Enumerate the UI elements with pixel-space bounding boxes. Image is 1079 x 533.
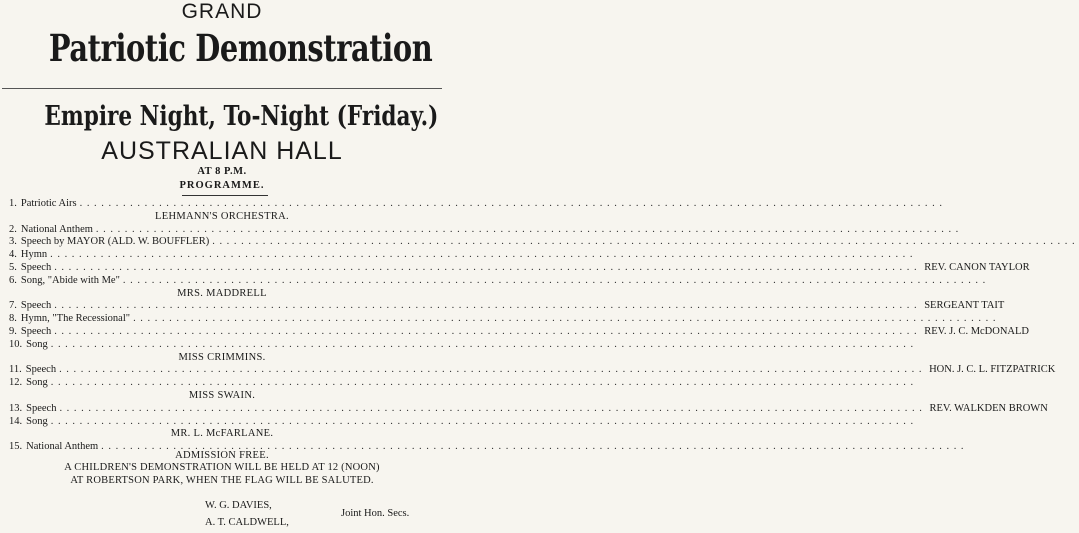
programme-item <box>9 364 1056 377</box>
item-title: Hymn, "The Recessional" <box>20 313 131 325</box>
item-title: Speech <box>20 300 52 312</box>
programme-item <box>9 402 1048 416</box>
programme-item <box>9 300 1005 313</box>
programme-item <box>9 236 1079 249</box>
item-number: 9. <box>9 326 17 337</box>
performer-name: MISS CRIMMINS. <box>178 351 266 363</box>
item-title: Patriotic Airs <box>20 198 77 209</box>
leader-dots: ........................................................................................................................ <box>59 402 927 414</box>
item-number: 1. <box>9 198 17 209</box>
item-speaker: REV. CANON TAYLOR <box>924 262 1030 273</box>
venue-name: AUSTRALIAN HALL <box>101 137 343 165</box>
leader-dots: ........................................................................................................................ <box>50 377 918 389</box>
item-title: National Anthem <box>26 441 99 453</box>
programme-item <box>9 198 947 211</box>
leader-dots: ........................................................................................................................ <box>212 236 1079 248</box>
programme-item <box>9 274 990 288</box>
item-number: 15. <box>9 441 23 453</box>
item-number: 2. <box>9 223 17 235</box>
item-title: National Anthem <box>20 223 93 235</box>
item-speaker: SERGEANT TAIT <box>924 300 1005 312</box>
item-number: 3. <box>9 236 17 248</box>
programme-item <box>9 338 918 352</box>
programme-heading: PROGRAMME. <box>179 180 265 191</box>
programme-item <box>9 377 918 390</box>
joint-secretaries-label: Joint Hon. Secs. <box>341 508 410 519</box>
item-speaker: REV. WALKDEN BROWN <box>929 402 1048 414</box>
divider-rule <box>2 88 442 89</box>
leader-dots: ........................................................................................................................ <box>50 415 918 427</box>
item-title: Song <box>26 377 48 389</box>
programme-item <box>9 313 1001 326</box>
programme-item <box>9 326 1030 339</box>
item-title: Speech <box>26 402 57 414</box>
item-number: 14. <box>9 415 23 427</box>
item-number: 11. <box>9 364 22 376</box>
leader-dots: ........................................................................................................................ <box>101 441 969 453</box>
item-title: Song <box>26 338 48 350</box>
children-notice-line2: AT ROBERTSON PARK, WHEN THE FLAG WILL BE SALUTED. <box>70 475 374 486</box>
item-title: Hymn <box>20 249 48 261</box>
admission-note: ADMISSION FREE. <box>175 450 269 461</box>
leader-dots: ........................................................................................................................ <box>54 326 922 337</box>
programme-item <box>9 262 1030 275</box>
event-time: AT 8 P.M. <box>197 166 247 177</box>
item-number: 7. <box>9 300 17 312</box>
main-headline: Patriotic Demonstration <box>48 26 433 70</box>
item-number: 13. <box>9 402 23 414</box>
leader-dots: ........................................................................................................................ <box>59 364 927 376</box>
programme-underline <box>182 195 268 196</box>
signatory-caldwell: A. T. CALDWELL, <box>205 517 289 528</box>
programme-item <box>9 249 918 262</box>
item-speaker: HON. J. C. L. FITZPATRICK <box>929 364 1056 376</box>
signatory-davies: W. G. DAVIES, <box>205 500 272 511</box>
item-number: 4. <box>9 249 17 261</box>
grand-heading: GRAND <box>181 0 263 23</box>
item-title: Speech <box>20 262 52 273</box>
performer-name: MRS. MADDRELL <box>177 287 267 299</box>
item-number: 6. <box>9 274 17 286</box>
item-title: Song <box>26 415 48 427</box>
item-title: Song, "Abide with Me" <box>20 274 120 286</box>
leader-dots: ........................................................................................................................ <box>79 198 947 209</box>
item-number: 12. <box>9 377 23 389</box>
leader-dots: ........................................................................................................................ <box>54 300 922 312</box>
performer-name: LEHMANN'S ORCHESTRA. <box>155 210 289 222</box>
leader-dots: ........................................................................................................................ <box>133 313 1001 325</box>
children-notice-line1: A CHILDREN'S DEMONSTRATION WILL BE HELD AT 12 (NOON) <box>64 462 380 473</box>
item-title: Speech <box>25 364 57 376</box>
leader-dots: ........................................................................................................................ <box>54 262 922 273</box>
leader-dots: ........................................................................................................................ <box>50 338 918 350</box>
performer-name: MR. L. McFARLANE. <box>170 428 274 440</box>
item-number: 10. <box>9 338 23 350</box>
leader-dots: ........................................................................................................................ <box>50 249 918 261</box>
item-number: 8. <box>9 313 17 325</box>
item-title: Speech by MAYOR (ALD. W. BOUFFLER) <box>20 236 210 248</box>
event-subheadline: Empire Night, To-Night (Friday.) <box>44 101 439 132</box>
programme-item <box>9 223 963 237</box>
leader-dots: ........................................................................................................................ <box>122 274 990 286</box>
performer-name: MISS SWAIN. <box>188 390 256 401</box>
item-number: 5. <box>9 262 17 273</box>
leader-dots: ........................................................................................................................ <box>95 223 963 235</box>
item-title: Speech <box>20 326 52 337</box>
programme-item <box>9 415 918 429</box>
item-speaker: REV. J. C. McDONALD <box>924 326 1030 337</box>
